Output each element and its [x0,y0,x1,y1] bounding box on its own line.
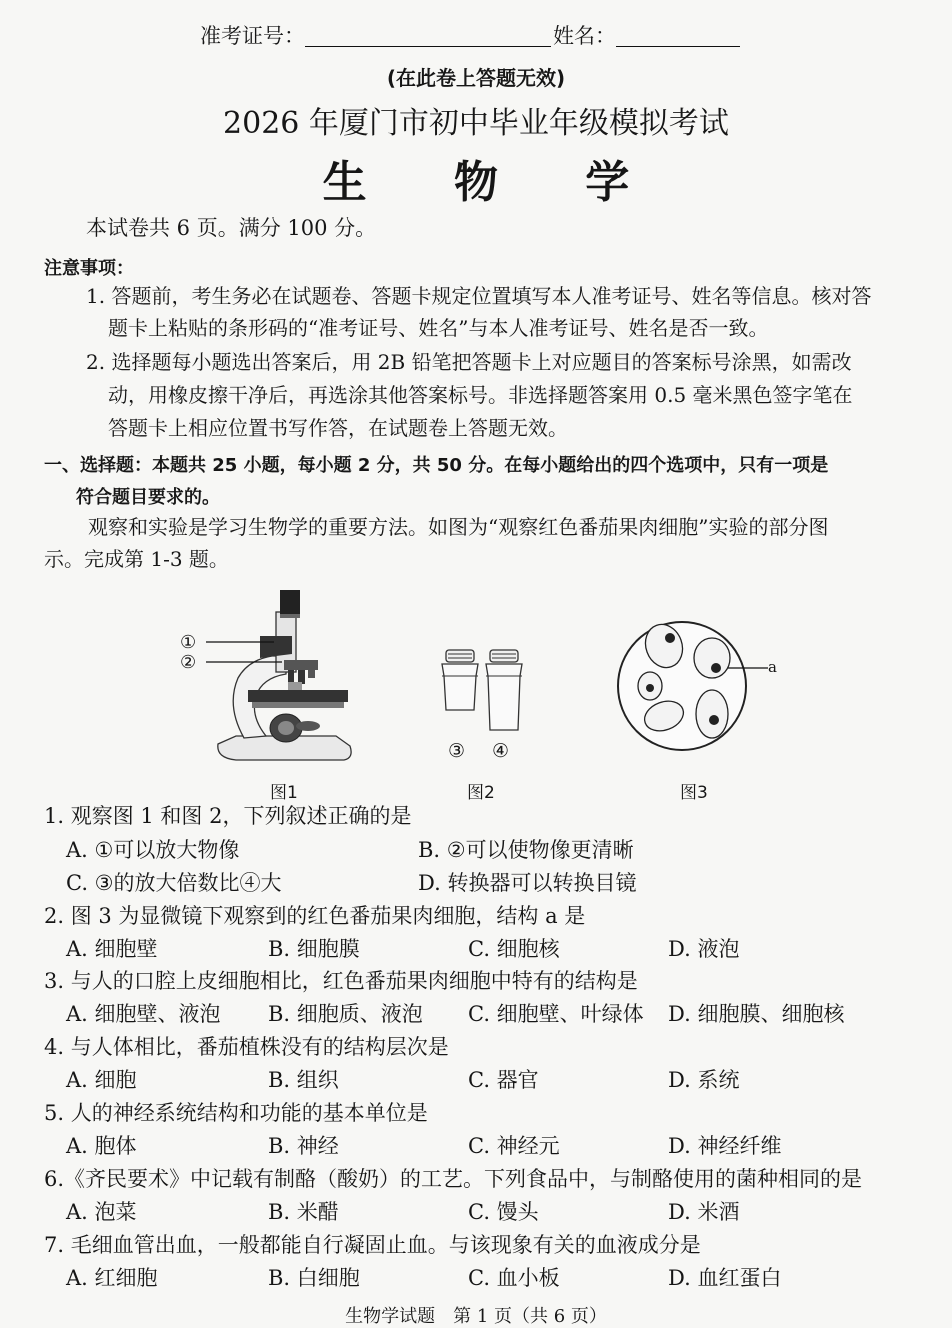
label-2-objective: ② [180,652,197,673]
exam-number-blank [305,24,551,47]
note-2-line-3: 答题卡上相应位置书写作答，在试题卷上答题无效。 [108,416,568,440]
question-7-option-b: B. 白细胞 [268,1266,360,1290]
question-4-option-a: A. 细胞 [66,1068,137,1092]
paper-info: 本试卷共 6 页。满分 100 分。 [86,216,377,240]
question-4-option-d: D. 系统 [668,1068,740,1092]
label-a: a [768,658,777,676]
question-5-option-b: B. 神经 [268,1134,339,1158]
question-5-option-d: D. 神经纤维 [668,1134,782,1158]
question-1-stem: 1. 观察图 1 和图 2，下列叙述正确的是 [44,804,412,828]
passage-line-2: 示。完成第 1-3 题。 [44,547,229,571]
figure-3-caption: 图3 [680,783,708,803]
question-3-option-d: D. 细胞膜、细胞核 [668,1002,845,1026]
question-3-option-a: A. 细胞壁、液泡 [66,1002,221,1026]
question-1-option-a: A. ①可以放大物像 [66,838,240,862]
notes-heading: 注意事项： [44,258,134,279]
exam-title: 2026 年厦门市初中毕业年级模拟考试 [223,106,729,141]
question-2-stem: 2. 图 3 为显微镜下观察到的红色番茄果肉细胞，结构 a 是 [44,904,586,928]
question-2-option-d: D. 液泡 [668,937,740,961]
figure-2-caption: 图2 [467,783,495,803]
exam-number-row [200,24,740,47]
question-5-option-a: A. 胞体 [66,1134,137,1158]
question-3-option-b: B. 细胞质、液泡 [268,1002,423,1026]
question-6-stem: 6.《齐民要术》中记载有制酪（酸奶）的工艺。下列食品中，与制酪使用的菌种相同的是 [44,1167,863,1191]
question-7-stem: 7. 毛细血管出血，一般都能自行凝固止血。与该现象有关的血液成分是 [44,1233,701,1257]
question-6-option-b: B. 米醋 [268,1200,339,1224]
question-5-stem: 5. 人的神经系统结构和功能的基本单位是 [44,1101,428,1125]
question-1-option-b: B. ②可以使物像更清晰 [418,838,634,862]
section-1-line-2: 符合题目要求的。 [76,487,220,508]
figure-1-caption: 图1 [270,783,298,803]
question-2-option-a: A. 细胞壁 [66,937,158,961]
question-1-option-d: D. 转换器可以转换目镜 [418,871,637,895]
question-1-option-c: C. ③的放大倍数比④大 [66,871,282,895]
name-blank [616,24,740,47]
question-2-option-b: B. 细胞膜 [268,937,360,961]
label-1-eyepiece: ① [180,632,197,653]
question-3-stem: 3. 与人的口腔上皮细胞相比，红色番茄果肉细胞中特有的结构是 [44,969,638,993]
question-6-option-d: D. 米酒 [668,1200,740,1224]
note-1-line-2: 题卡上粘贴的条形码的“准考证号、姓名”与本人准考证号、姓名是否一致。 [108,316,769,340]
figure-3-cells [616,616,776,766]
question-7-option-c: C. 血小板 [468,1266,560,1290]
exam-number-label: 准考证号： [200,24,305,48]
passage-line-1: 观察和实验是学习生物学的重要方法。如图为“观察红色番茄果肉细胞”实验的部分图 [88,515,829,539]
section-1-line-1: 一、选择题：本题共 25 小题，每小题 2 分，共 50 分。在每小题给出的四个选项中，只有一项是 [44,455,829,476]
label-4-lens: ④ [492,740,510,762]
figure-2-lenses [436,646,536,766]
name-label: 姓名： [553,24,616,48]
question-4-option-c: C. 器官 [468,1068,539,1092]
question-3-option-c: C. 细胞壁、叶绿体 [468,1002,644,1026]
question-6-option-a: A. 泡菜 [66,1200,137,1224]
note-2-line-2: 动，用橡皮擦干净后，再选涂其他答案标号。非选择题答案用 0.5 毫米黑色签字笔在 [108,383,853,407]
question-2-option-c: C. 细胞核 [468,937,560,961]
subject-title: 生 物 学 [322,157,666,208]
page-footer: 生物学试题 第 1 页（共 6 页） [345,1306,607,1327]
label-3-lens: ③ [448,740,466,762]
question-5-option-c: C. 神经元 [468,1134,560,1158]
question-6-option-c: C. 馒头 [468,1200,539,1224]
note-2-line-1: 2. 选择题每小题选出答案后，用 2B 铅笔把答题卡上对应题目的答案标号涂黑，如需改 [86,350,852,374]
invalid-note: (在此卷上答题无效) [386,66,566,90]
question-4-option-b: B. 组织 [268,1068,339,1092]
figure-1-microscope [176,586,366,766]
question-7-option-d: D. 血红蛋白 [668,1266,782,1290]
question-7-option-a: A. 红细胞 [66,1266,158,1290]
note-1-line-1: 1. 答题前，考生务必在试题卷、答题卡规定位置填写本人准考证号、姓名等信息。核对答 [86,284,872,308]
question-4-stem: 4. 与人体相比，番茄植株没有的结构层次是 [44,1035,449,1059]
